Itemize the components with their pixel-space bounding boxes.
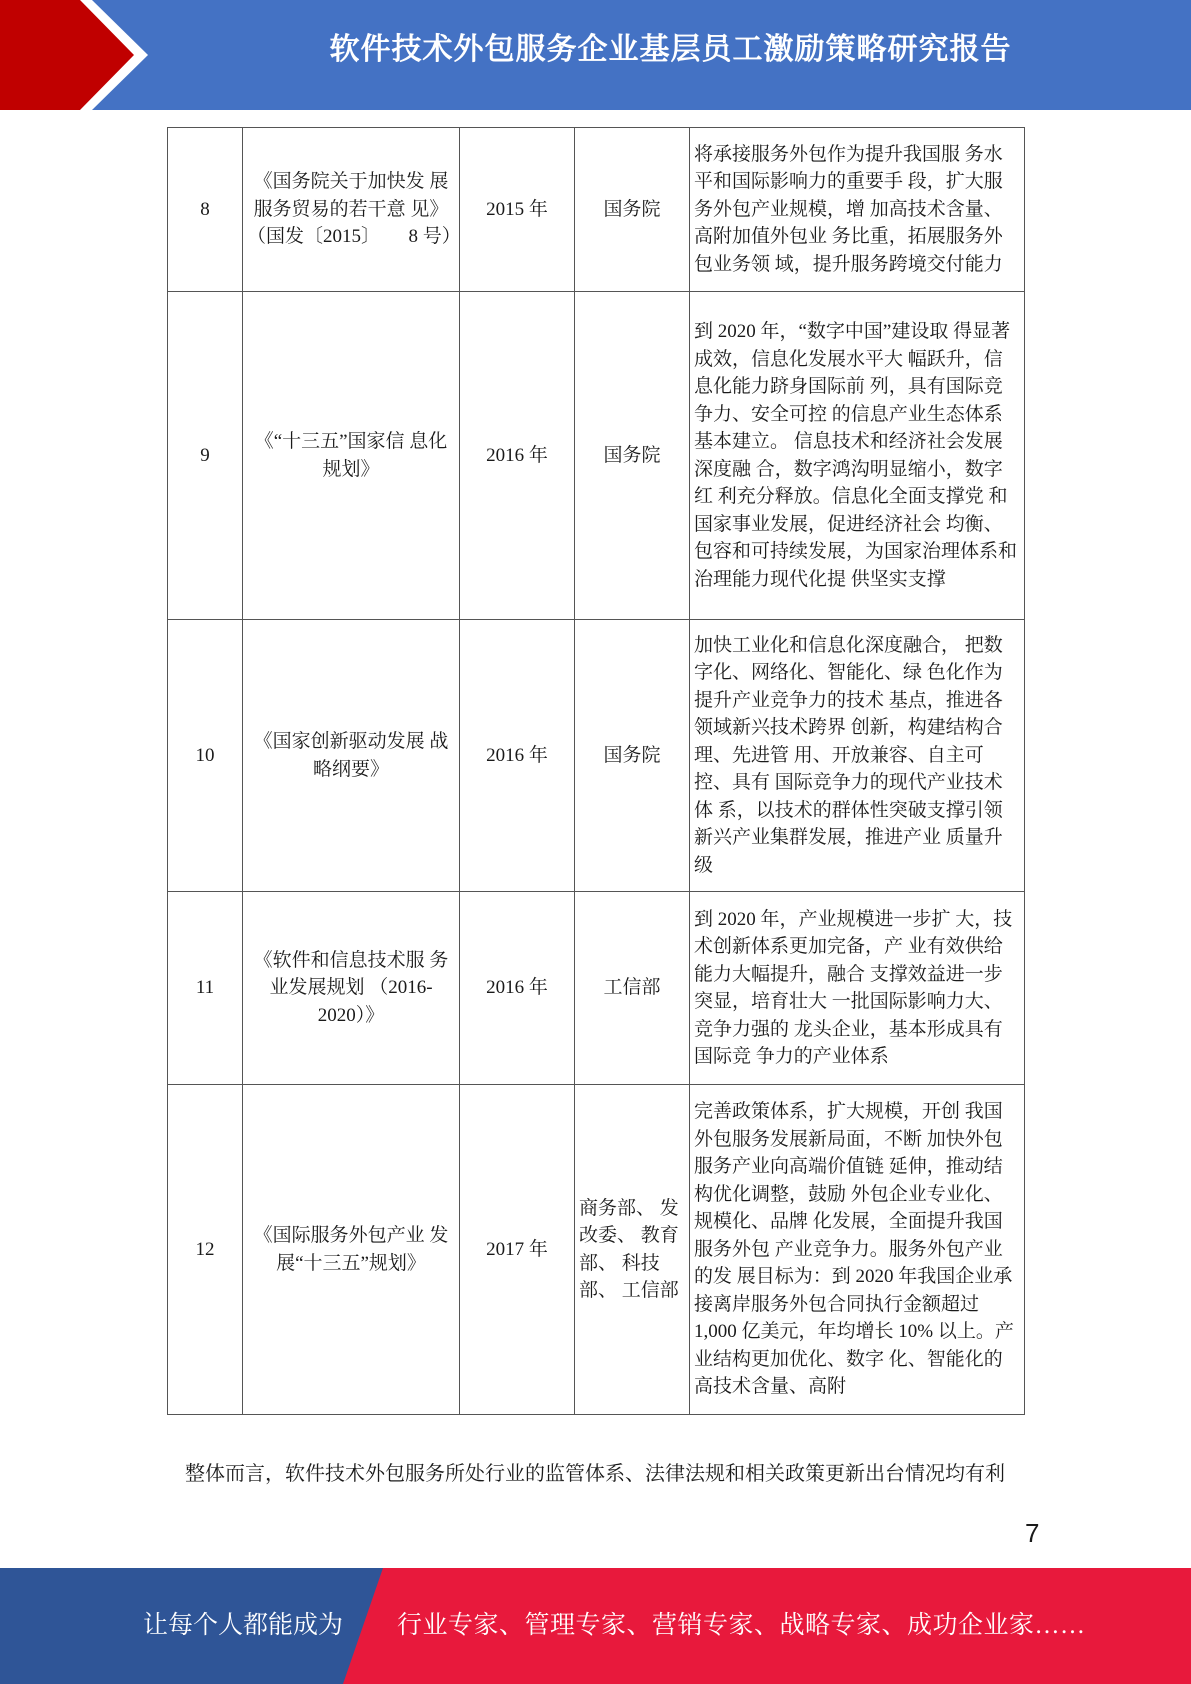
summary-paragraph: 整体而言，软件技术外包服务所处行业的监管体系、法律法规和相关政策更新出台情况均有利 [185,1463,1005,1485]
policy-name: 《软件和信息技术服 务业发展规划 （2016-2020）》 [243,892,460,1085]
page-number: 7 [1025,1518,1040,1548]
policy-name: 《国务院关于加快发 展服务贸易的若干意 见》（国发〔2015〕 8 号） [243,128,460,292]
policy-description: 到 2020 年，产业规模进一步扩 大，技术创新体系更加完备，产 业有效供给能力大幅提升，融合 支撑效益进一步突显，培育壮大 一批国际影响力大、竞争力强的 龙头企业，基本形成具有国际竞 争力的产业体系 [690,892,1025,1085]
report-title: 软件技术外包服务企业基层员工激励策略研究报告 [329,32,1012,67]
table-row [168,128,1025,292]
table-row [168,292,1025,620]
policy-name: 《国际服务外包产业 发展“十三五”规划》 [243,1085,460,1415]
issuing-body: 工信部 [575,892,690,1085]
policy-year: 2016 年 [460,620,575,892]
table-row [168,620,1025,892]
policy-year: 2017 年 [460,1085,575,1415]
policy-year: 2016 年 [460,892,575,1085]
issuing-body: 国务院 [575,620,690,892]
table-row [168,1085,1025,1415]
row-number: 11 [168,892,243,1085]
footer-slogan-left: 让每个人都能成为 [143,1612,344,1639]
policy-description: 完善政策体系，扩大规模，开创 我国外包服务发展新局面，不断 加快外包服务产业向高端价值链 延伸，推动结构优化调整，鼓励 外包企业专业化、规模化、品牌 化发展，全面提升我国服务外包 产业竞争力。服务外包产业的发 展目标为：到 2020 年我国企业承 接离岸服务外包合同执行金额超过 1,000 亿美元，年均增长 10% 以上。产业结构更加优化、数字 化、智能化的高技术含量、高附 [690,1085,1025,1415]
row-number: 9 [168,292,243,620]
page-header [0,0,1191,110]
policy-description: 加快工业化和信息化深度融合， 把数字化、网络化、智能化、绿 色化作为提升产业竞争力的技术 基点，推进各领域新兴技术跨界 创新，构建结构合理、先进管 用、开放兼容、自主可控、具有 国际竞争力的现代产业技术体 系，以技术的群体性突破支撑引领新兴产业集群发展，推进产业 质量升级 [690,620,1025,892]
page-footer [0,1568,1191,1684]
row-number: 12 [168,1085,243,1415]
policy-year: 2016 年 [460,292,575,620]
table-row [168,892,1025,1085]
policy-description: 将承接服务外包作为提升我国服 务水平和国际影响力的重要手 段，扩大服务外包产业规模，增 加高技术含量、高附加值外包业 务比重，拓展服务外包业务领 域，提升服务跨境交付能力 [690,128,1025,292]
policy-year: 2015 年 [460,128,575,292]
policy-description: 到 2020 年，“数字中国”建设取 得显著成效，信息化发展水平大 幅跃升，信息化能力跻身国际前 列，具有国际竞争力、安全可控 的信息产业生态体系基本建立。 信息技术和经济社会发展深度融 合，数字鸿沟明显缩小，数字红 利充分释放。信息化全面支撑党 和国家事业发展，促进经济社会 均衡、包容和可持续发展，为国家治理体系和治理能力现代化提 供坚实支撑 [690,292,1025,620]
issuing-body: 国务院 [575,128,690,292]
policy-name: 《“十三五”国家信 息化规划》 [243,292,460,620]
footer-slogan-right: 行业专家、管理专家、营销专家、战略专家、成功企业家…… [397,1612,1086,1639]
issuing-body: 商务部、 发改委、 教育部、 科技部、 工信部 [575,1085,690,1415]
row-number: 10 [168,620,243,892]
policy-name: 《国家创新驱动发展 战略纲要》 [243,620,460,892]
row-number: 8 [168,128,243,292]
issuing-body: 国务院 [575,292,690,620]
policy-table [167,127,1025,1415]
